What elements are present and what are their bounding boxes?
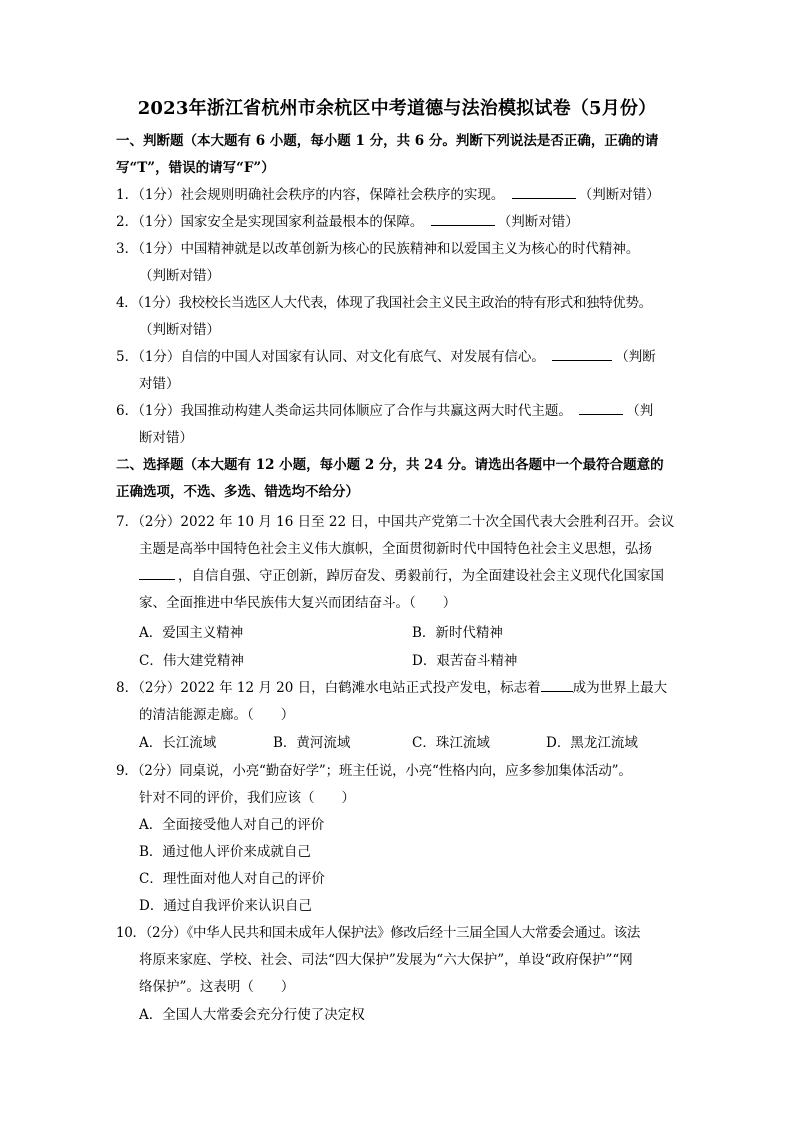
section-2-heading (116, 452, 682, 506)
q9-option-d[interactable]: D．通过自我评价来认识自己 (139, 898, 312, 914)
q9-option-a[interactable]: A．全面接受他人对自己的评价 (139, 817, 325, 833)
question-5: 5．（1分）自信的中国人对国家有认同、对文化有底气、对发展有信心。 （判断 对错） (116, 344, 682, 398)
q7-option-c[interactable]: C．伟大建党精神 (139, 653, 244, 669)
answer-blank[interactable] (512, 184, 576, 199)
answer-blank[interactable] (552, 346, 612, 361)
question-2: 2．（1分）国家安全是实现国家利益最根本的保障。 （判断对错） (116, 209, 682, 236)
section-2-line-1: 二、选择题（本大题有 12 小题，每小题 2 分，共 24 分。请选出各题中一个最符合题意的 (116, 457, 664, 473)
q8-option-d[interactable]: D．黑龙江流域 (546, 735, 638, 751)
question-3: 3．（1分）中国精神就是以改革创新为核心的民族精神和以爱国主义为核心的时代精神。 （判断对错） (116, 241, 640, 284)
q7-option-d[interactable]: D．艰苦奋斗精神 (412, 653, 518, 669)
question-9: 9．（2分）同桌说，小亮“勤奋好学”；班主任说，小亮“性格内向，应多参加集体活动”。 针对不同的评价，我们应该（ ） (116, 763, 632, 806)
section-1-line-1: 一、判断题（本大题有 6 小题，每小题 1 分，共 6 分。判断下列说法是否正确，正确的请 (116, 133, 659, 149)
q8-option-c[interactable]: C．珠江流域 (412, 735, 490, 751)
q7-option-a[interactable]: A．爱国主义精神 (139, 625, 244, 641)
q10-option-a[interactable]: A．全国人大常委会充分行使了决定权 (139, 1007, 365, 1023)
q8-option-a[interactable]: A．长江流域 (139, 735, 217, 751)
answer-blank[interactable] (541, 677, 573, 692)
section-1-line-2: 写“T”，错误的请写“F”） (116, 160, 275, 176)
question-1: 1．（1分）社会规则明确社会秩序的内容，保障社会秩序的实现。 （判断对错） (116, 182, 682, 209)
answer-blank[interactable] (431, 211, 495, 226)
section-2-line-2: 正确选项，不选、多选、错选均不给分） (116, 484, 359, 500)
question-4: 4．（1分）我校校长当选区人大代表，体现了我国社会主义民主政治的特有形式和独特优势。 （判断对错） (116, 295, 652, 338)
q7-option-b[interactable]: B．新时代精神 (412, 625, 503, 641)
q8-option-b[interactable]: B．黄河流域 (273, 735, 351, 751)
question-7: 7．（2分）2022 年 10 月 16 日至 22 日，中国共产党第二十次全国代表大会胜利召开。会议 主题是高举中国特色社会主义伟大旗帜，全面贯彻新时代中国特色社会主义思想，弘扬 ，自信自强、守正创新，踔厉奋发、勇毅前行，为全面建设社会主义现代化国家国 家、全面推进中华民族伟大复兴而团结奋斗。（ ） (116, 514, 675, 611)
question-8: 8．（2分）2022 年 12 月 20 日，白鹤滩水电站正式投产发电，标志着 成为世界上最大 的清洁能源走廊。（ ） (116, 675, 682, 729)
q9-option-b[interactable]: B．通过他人评价来成就自己 (139, 844, 311, 860)
answer-blank[interactable] (139, 565, 175, 580)
q9-option-c[interactable]: C．理性面对他人对自己的评价 (139, 871, 325, 887)
page-title: 2023年浙江省杭州市余杭区中考道德与法治模拟试卷（5月份） (137, 98, 657, 119)
question-6: 6．（1分）我国推动构建人类命运共同体顺应了合作与共赢这两大时代主题。 （判 断对错） (116, 398, 682, 452)
answer-blank[interactable] (579, 400, 623, 415)
section-1-heading (116, 128, 682, 182)
question-10: 10．（2分）《中华人民共和国未成年人保护法》修改后经十三届全国人大常委会通过。该法 将原来家庭、学校、社会、司法“四大保护”发展为“六大保护”，单设“政府保护”“网 络保护”。这表明（ ） (116, 925, 641, 995)
